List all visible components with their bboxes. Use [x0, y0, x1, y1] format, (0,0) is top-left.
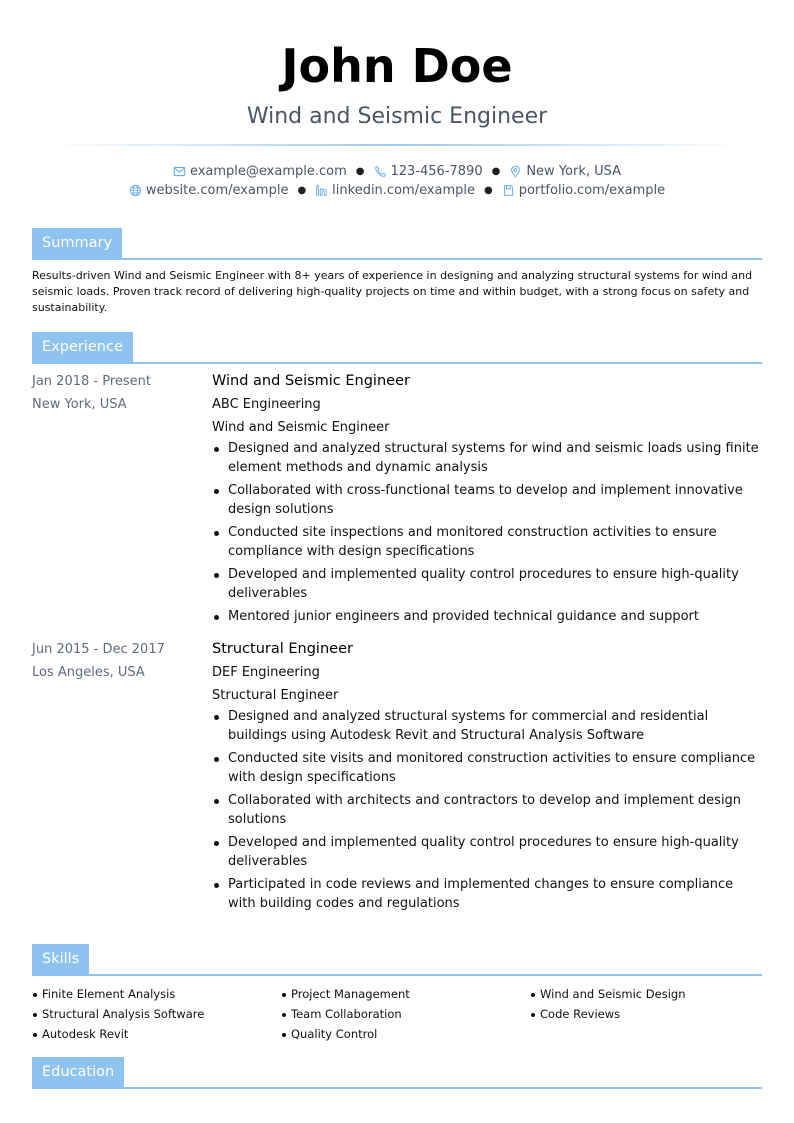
contact-website[interactable]	[129, 181, 289, 200]
list-item: Designed and analyzed structural systems for commercial and residential buildings using Autodesk Revit and Structural Analysis Software	[212, 707, 762, 745]
job-role: Wind and Seismic Engineer	[212, 420, 390, 435]
job-details	[212, 638, 762, 917]
contact-linkedin[interactable]	[315, 181, 475, 200]
contact-phone[interactable]	[374, 162, 483, 181]
location-text: New York, USA	[526, 164, 622, 179]
contact-row-2	[0, 181, 794, 200]
list-item: Mentored junior engineers and provided technical guidance and support	[212, 607, 762, 626]
list-item: Conducted site inspections and monitored construction activities to ensure compliance with design specifications	[212, 523, 762, 561]
job-dates: Jan 2018 - Present	[32, 374, 151, 389]
list-item: Collaborated with architects and contractors to develop and implement design solutions	[212, 791, 762, 829]
skills-heading	[32, 944, 762, 976]
job-company: DEF Engineering	[212, 665, 320, 680]
job-location: Los Angeles, USA	[32, 665, 145, 680]
job-bullets	[212, 707, 762, 913]
contact-email[interactable]	[173, 162, 347, 181]
list-item: Developed and implemented quality control procedures to ensure high-quality deliverables	[212, 833, 762, 871]
map-pin-icon	[509, 165, 522, 178]
section-rule	[32, 974, 762, 976]
section-title: Experience	[32, 332, 133, 362]
job-details	[212, 370, 762, 630]
job-location: New York, USA	[32, 397, 127, 412]
job-meta	[32, 370, 212, 630]
summary-heading	[32, 228, 762, 260]
job-company: ABC Engineering	[212, 397, 321, 412]
contact-portfolio[interactable]	[502, 181, 665, 200]
summary-section	[32, 228, 762, 316]
job-entry	[32, 370, 762, 630]
job-dates: Jun 2015 - Dec 2017	[32, 642, 165, 657]
linkedin-text: linkedin.com/example	[332, 183, 476, 198]
list-item: Team Collaboration	[281, 1004, 530, 1024]
candidate-title: Wind and Seismic Engineer	[246, 104, 548, 129]
list-item: Finite Element Analysis	[32, 984, 281, 1004]
portfolio-text: portfolio.com/example	[518, 183, 666, 198]
email-text: example@example.com	[189, 164, 347, 179]
summary-text: Results-driven Wind and Seismic Engineer with 8+ years of experience in designing and analyzing structural systems for wind and seismic loads. Proven track record of delivering high-quality projects on time and within budget, with a strong focus on safety and sustainability.	[32, 269, 753, 314]
portfolio-icon	[502, 184, 515, 197]
job-meta	[32, 638, 212, 917]
website-text: website.com/example	[145, 183, 289, 198]
envelope-icon	[173, 165, 186, 178]
globe-icon	[129, 184, 142, 197]
candidate-name: John Doe	[281, 39, 513, 93]
separator-dot: ●	[355, 166, 365, 177]
job-title: Structural Engineer	[212, 641, 353, 657]
list-item: Collaborated with cross-functional teams to develop and implement innovative design solutions	[212, 481, 762, 519]
section-rule	[32, 258, 762, 260]
resume-header	[0, 0, 794, 200]
list-item: Wind and Seismic Design	[530, 984, 762, 1004]
list-item: Project Management	[281, 984, 530, 1004]
phone-icon	[374, 165, 387, 178]
section-title: Education	[32, 1057, 124, 1087]
contact-row-1	[0, 162, 794, 181]
job-bullets	[212, 439, 762, 626]
education-section	[32, 1057, 762, 1089]
list-item: Designed and analyzed structural systems for wind and seismic loads using finite element methods and dynamic analysis	[212, 439, 762, 477]
list-item: Structural Analysis Software	[32, 1004, 281, 1024]
linkedin-icon	[315, 184, 328, 197]
skills-list	[32, 984, 762, 1044]
job-role: Structural Engineer	[212, 688, 339, 703]
contact-info	[0, 162, 794, 200]
list-item: Developed and implemented quality control procedures to ensure high-quality deliverables	[212, 565, 762, 603]
list-item: Autodesk Revit	[32, 1024, 281, 1044]
contact-location	[509, 162, 621, 181]
list-item: Code Reviews	[530, 1004, 762, 1024]
section-rule	[32, 1087, 762, 1089]
experience-section	[32, 332, 762, 917]
list-item: Quality Control	[281, 1024, 530, 1044]
header-divider	[47, 144, 747, 146]
section-title: Skills	[32, 944, 89, 974]
education-heading	[32, 1057, 762, 1089]
experience-heading	[32, 332, 762, 364]
separator-dot: ●	[297, 185, 307, 196]
list-item: Participated in code reviews and implemented changes to ensure compliance with building codes and regulations	[212, 875, 762, 913]
section-rule	[32, 362, 762, 364]
separator-dot: ●	[491, 166, 501, 177]
phone-text: 123-456-7890	[390, 164, 483, 179]
section-title: Summary	[32, 228, 122, 258]
skills-section	[32, 944, 762, 1044]
job-title: Wind and Seismic Engineer	[212, 373, 410, 389]
list-item: Conducted site visits and monitored construction activities to ensure compliance with design specifications	[212, 749, 762, 787]
separator-dot: ●	[484, 185, 493, 196]
job-entry	[32, 638, 762, 917]
